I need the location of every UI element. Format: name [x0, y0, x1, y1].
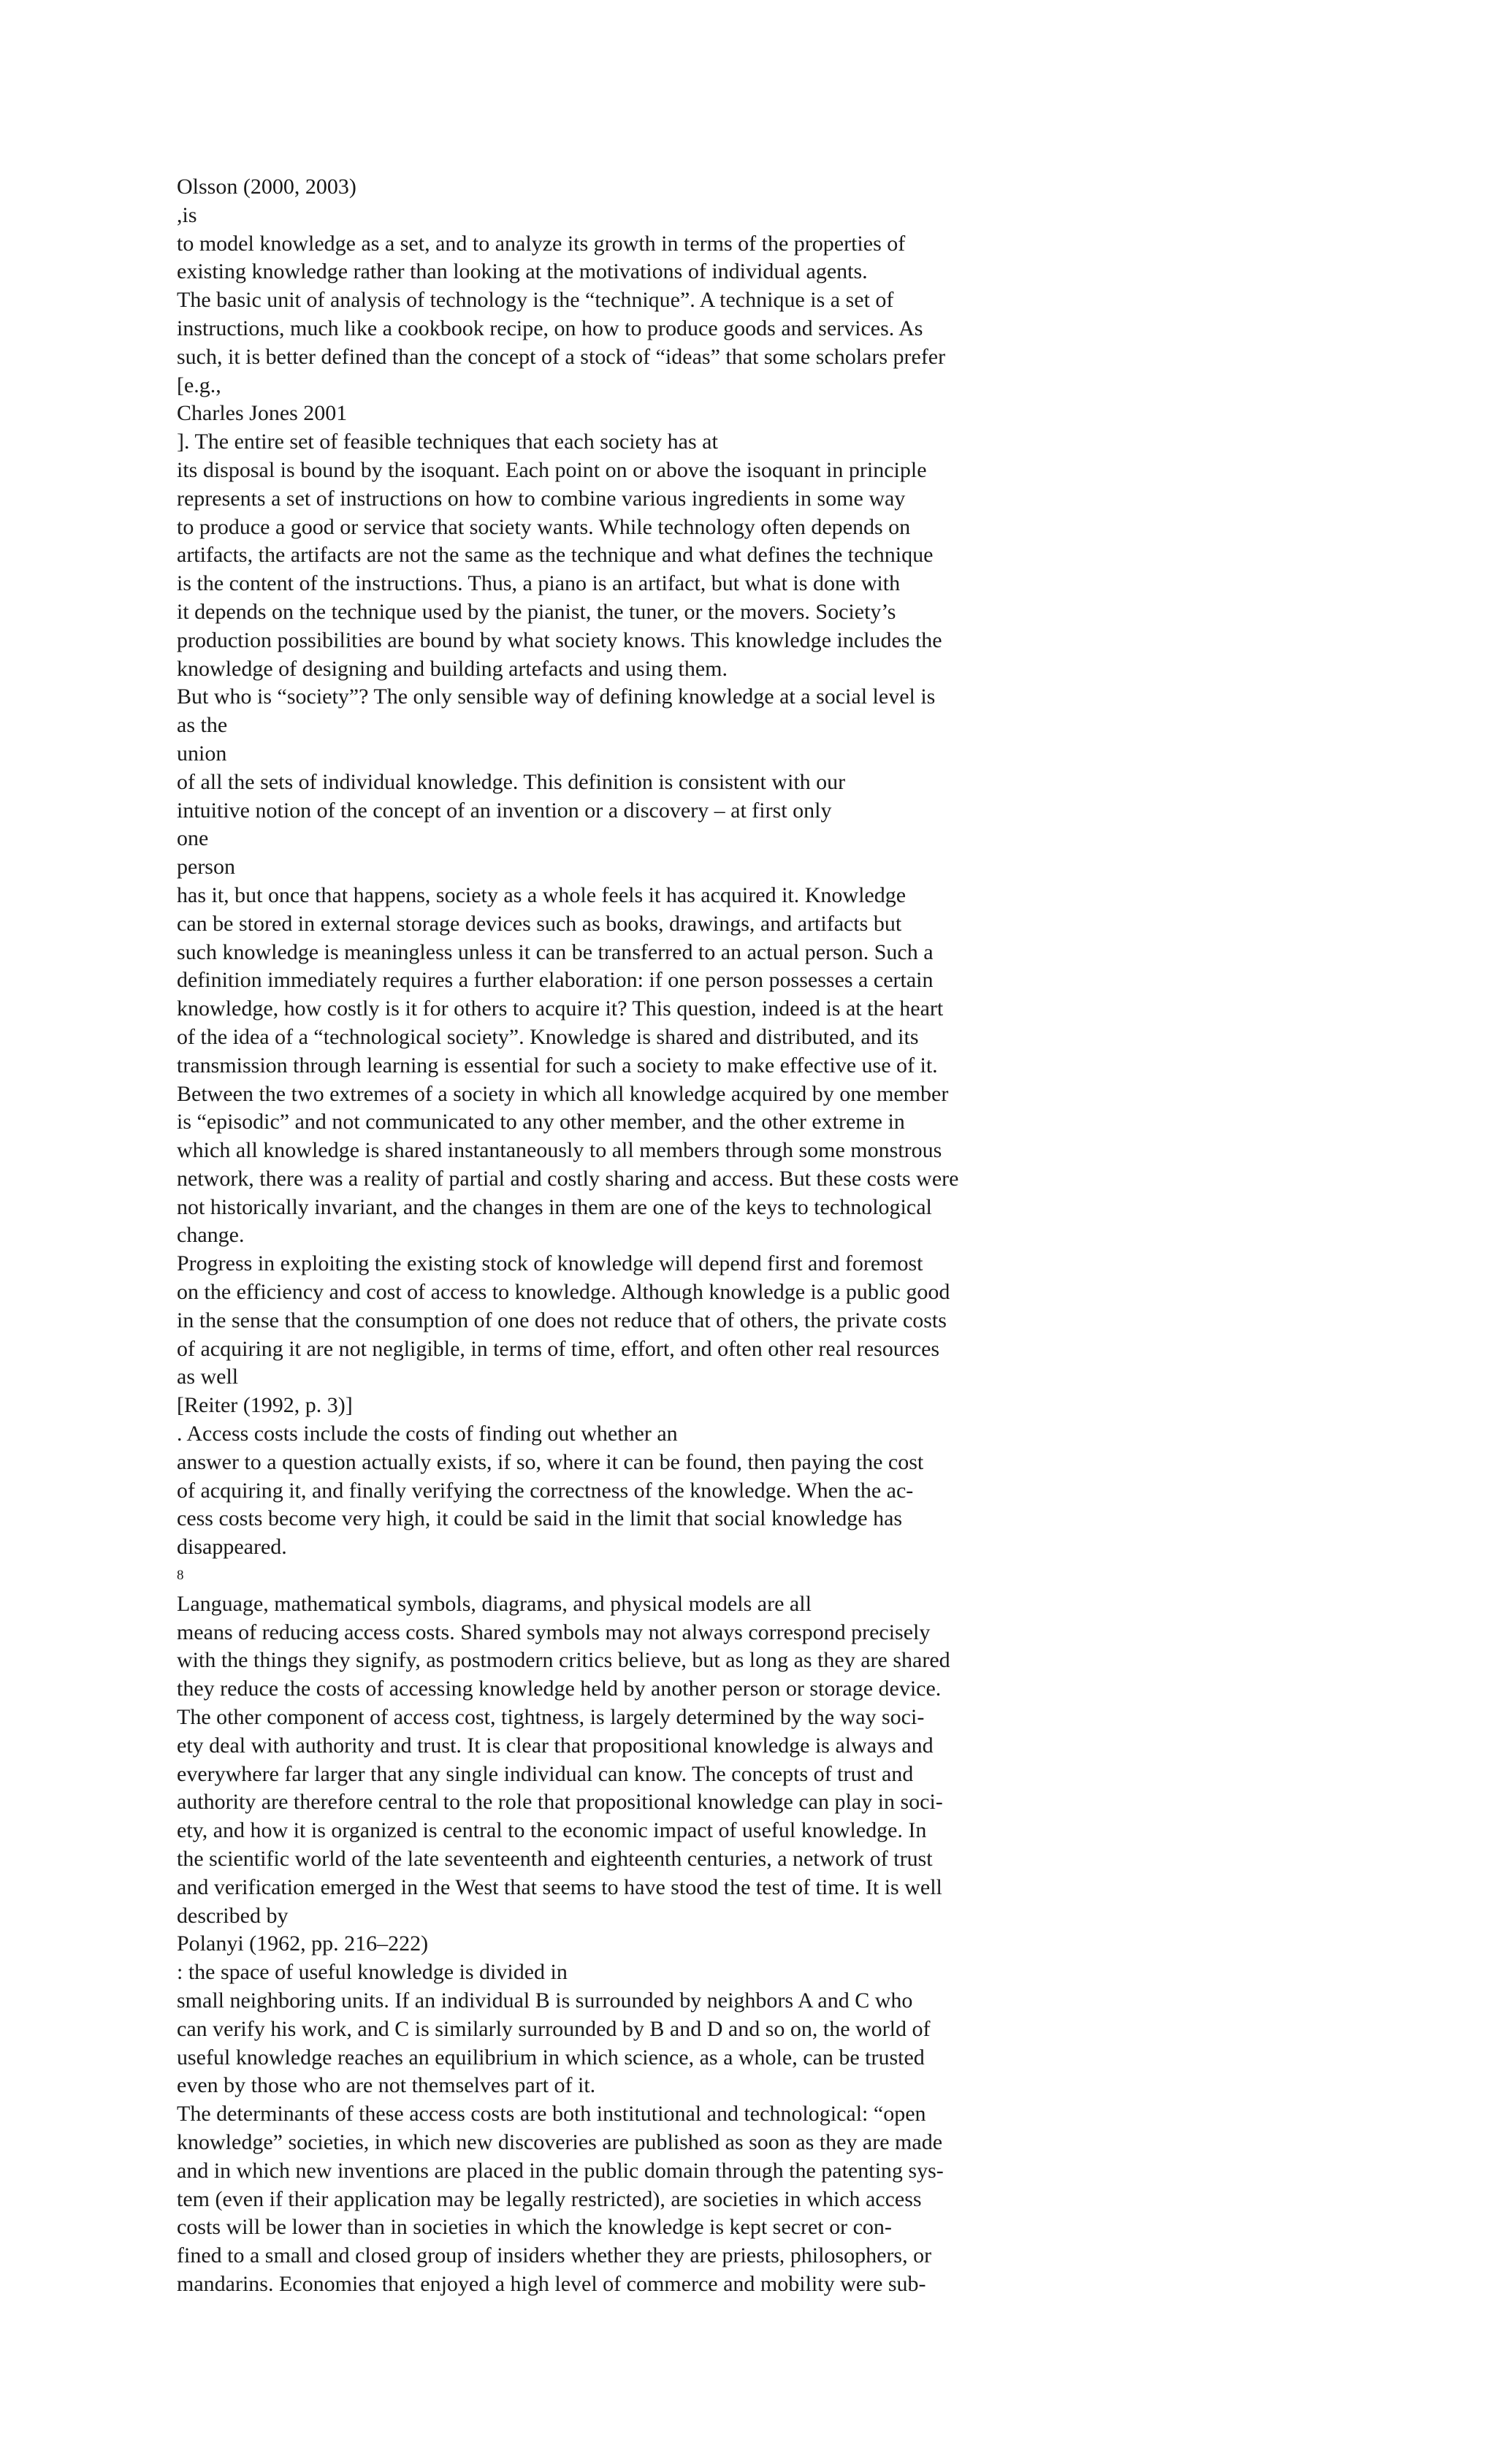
text-line: one: [177, 826, 209, 851]
text-line: can be stored in external storage devices such as books, drawings, and artifacts but: [177, 911, 902, 936]
text-line: ety deal with authority and trust. It is clear that propositional knowledge is always and: [177, 1733, 934, 1758]
text-line: useful knowledge reaches an equilibrium in which science, as a whole, can be trusted: [177, 2045, 925, 2070]
text-line: represents a set of instructions on how to combine various ingredients in some way: [177, 486, 906, 511]
text-line: Language, mathematical symbols, diagrams, and physical models are all: [177, 1591, 812, 1616]
text-line: answer to a question actually exists, if so, where it can be found, then paying the cost: [177, 1449, 924, 1474]
text-line: it depends on the technique used by the pianist, the tuner, or the movers. Society’s: [177, 599, 896, 624]
text-line: they reduce the costs of accessing knowledge held by another person or storage device.: [177, 1677, 942, 1701]
text-line: is the content of the instructions. Thus, a piano is an artifact, but what is done with: [177, 571, 901, 596]
text-line: tem (even if their application may be legally restricted), are societies in which access: [177, 2186, 922, 2211]
text-line: instructions, much like a cookbook recipe, on how to produce goods and services. As: [177, 316, 923, 340]
text-line: Between the two extremes of a society in which all knowledge acquired by one member: [177, 1081, 949, 1106]
text-line: knowledge” societies, in which new discoveries are published as soon as they are made: [177, 2129, 943, 2154]
text-line: The determinants of these access costs are both institutional and technological: “open: [177, 2102, 926, 2127]
text-line: [e.g.,: [177, 373, 221, 397]
text-line: existing knowledge rather than looking at the motivations of individual agents.: [177, 259, 868, 284]
text-line: [Reiter (1992, p. 3)]: [177, 1393, 353, 1418]
text-line: . Access costs include the costs of finding out whether an: [177, 1422, 678, 1446]
text-line: such, it is better defined than the concept of a stock of “ideas” that some scholars prefer: [177, 344, 946, 369]
text-line: the scientific world of the late seventeenth and eighteenth centuries, a network of trust: [177, 1847, 933, 1872]
text-line: of the idea of a “technological society”. Knowledge is shared and distributed, and its: [177, 1024, 919, 1049]
text-line: to produce a good or service that society wants. While technology often depends on: [177, 514, 911, 539]
text-line: The other component of access cost, tightness, is largely determined by the way soci-: [177, 1705, 925, 1730]
text-line: and in which new inventions are placed in the public domain through the patenting sys-: [177, 2158, 944, 2183]
text-line: as well: [177, 1365, 239, 1389]
text-line: disappeared.: [177, 1535, 287, 1560]
text-line: of all the sets of individual knowledge. This definition is consistent with our: [177, 769, 846, 794]
text-line: with the things they signify, as postmodern critics believe, but as long as they are shared: [177, 1648, 950, 1673]
text-line: described by: [177, 1903, 289, 1928]
text-line: knowledge, how costly is it for others to acquire it? This question, indeed is at the heart: [177, 996, 944, 1021]
text-line: change.: [177, 1223, 245, 1248]
text-line: authority are therefore central to the role that propositional knowledge can play in soci-: [177, 1790, 943, 1815]
text-line: small neighboring units. If an individual B is surrounded by neighbors A and C who: [177, 1988, 913, 2013]
text-line: But who is “society”? The only sensible way of defining knowledge at a social level is: [177, 684, 936, 709]
text-line: mandarins. Economies that enjoyed a high level of commerce and mobility were sub-: [177, 2271, 926, 2296]
text-line: artifacts, the artifacts are not the same as the technique and what defines the technique: [177, 543, 934, 568]
text-line: ]. The entire set of feasible techniques that each society has at: [177, 430, 718, 454]
text-line: production possibilities are bound by what society knows. This knowledge includes the: [177, 628, 942, 652]
text-line: everywhere far larger that any single individual can know. The concepts of trust and: [177, 1761, 914, 1786]
text-line: not historically invariant, and the changes in them are one of the keys to technological: [177, 1194, 932, 1219]
text-line: even by those who are not themselves part of it.: [177, 2073, 596, 2098]
text-line: Polanyi (1962, pp. 216–222): [177, 1931, 429, 1956]
text-line: its disposal is bound by the isoquant. Each point on or above the isoquant in principle: [177, 457, 927, 482]
text-line: such knowledge is meaningless unless it can be transferred to an actual person. Such a: [177, 939, 934, 964]
text-line: ,is: [177, 202, 197, 227]
text-line: can verify his work, and C is similarly surrounded by B and D and so on, the world of: [177, 2016, 931, 2041]
text-line: to model knowledge as a set, and to analyze its growth in terms of the properties of: [177, 231, 906, 256]
text-line: of acquiring it, and finally verifying the correctness of the knowledge. When the ac-: [177, 1478, 914, 1503]
text-line: ety, and how it is organized is central to the economic impact of useful knowledge. In: [177, 1818, 927, 1843]
text-line: which all knowledge is shared instantaneously to all members through some monstrous: [177, 1138, 942, 1163]
text-line: knowledge of designing and building artefacts and using them.: [177, 656, 728, 681]
text-line: in the sense that the consumption of one does not reduce that of others, the private costs: [177, 1308, 947, 1332]
text-line: means of reducing access costs. Shared symbols may not always correspond precisely: [177, 1620, 931, 1644]
text-line: fined to a small and closed group of insiders whether they are priests, philosophers, or: [177, 2243, 932, 2268]
document-body: [177, 173, 1075, 2299]
text-line: transmission through learning is essential for such a society to make effective use of it.: [177, 1053, 938, 1077]
text-line: intuitive notion of the concept of an invention or a discovery – at first only: [177, 798, 832, 823]
text-line: union: [177, 741, 227, 766]
text-line: cess costs become very high, it could be said in the limit that social knowledge has: [177, 1506, 903, 1531]
text-line: and verification emerged in the West that seems to have stood the test of time. It is well: [177, 1874, 942, 1899]
text-line: : the space of useful knowledge is divided in: [177, 1960, 568, 1985]
text-line: Progress in exploiting the existing stock of knowledge will depend first and foremost: [177, 1251, 923, 1276]
text-line: of acquiring it are not negligible, in terms of time, effort, and often other real resources: [177, 1336, 940, 1361]
text-line: has it, but once that happens, society as a whole feels it has acquired it. Knowledge: [177, 882, 907, 907]
text-line: network, there was a reality of partial and costly sharing and access. But these costs were: [177, 1166, 959, 1191]
text-line: as the: [177, 713, 228, 738]
footnote-marker: 8: [177, 1568, 184, 1584]
text-line: Charles Jones 2001: [177, 401, 348, 426]
text-line: definition immediately requires a further elaboration: if one person possesses a certain: [177, 968, 934, 993]
text-line: Olsson (2000, 2003): [177, 175, 356, 199]
text-line: on the efficiency and cost of access to knowledge. Although knowledge is a public good: [177, 1280, 950, 1305]
text-line: person: [177, 855, 235, 880]
text-line: The basic unit of analysis of technology is the “technique”. A technique is a set of: [177, 288, 894, 313]
text-line: costs will be lower than in societies in which the knowledge is kept secret or con-: [177, 2215, 892, 2240]
text-line: is “episodic” and not communicated to any other member, and the other extreme in: [177, 1110, 905, 1134]
